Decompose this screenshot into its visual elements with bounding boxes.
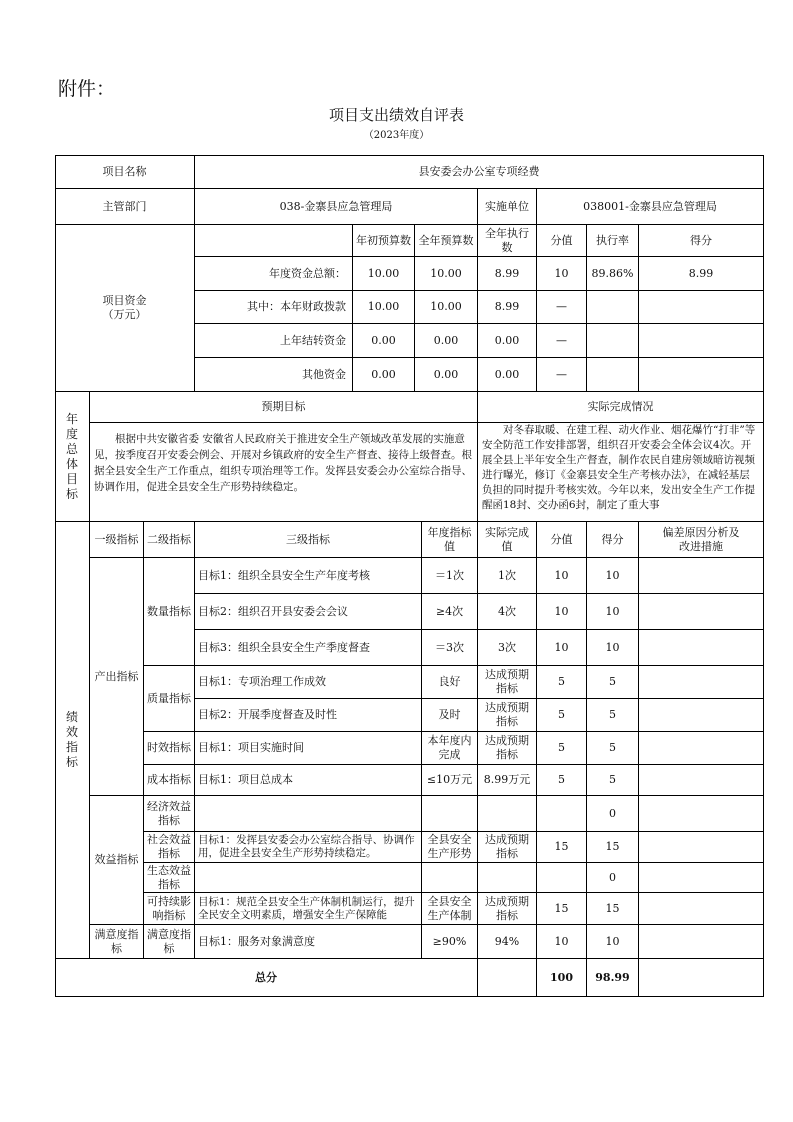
indicator-header-level2: 二级指标 bbox=[144, 522, 195, 558]
indicator-score: 10 bbox=[587, 630, 639, 666]
total-score: 98.99 bbox=[587, 959, 639, 997]
indicator-target: 全县安全生产形势 bbox=[422, 832, 478, 863]
indicator-actual: 3次 bbox=[478, 630, 537, 666]
indicator-score-value bbox=[537, 863, 587, 893]
total-label: 总分 bbox=[55, 959, 478, 997]
indicator-level3: 目标3：组织全县安全生产季度督查 bbox=[195, 630, 422, 666]
impl-label: 实施单位 bbox=[478, 189, 537, 225]
indicator-score: 0 bbox=[587, 796, 639, 832]
funds-cell: 10.00 bbox=[353, 291, 415, 324]
indicator-score-value: 10 bbox=[537, 630, 587, 666]
funds-header-rate: 执行率 bbox=[587, 225, 639, 257]
actual-completion-text: 对冬春取暖、在建工程、动火作业、烟花爆竹“打非”等安全防范工作安排部署，组织召开安委会全体会议4次。开展全县上半年安全生产督查，制作农民自建房领域暗访视频进行曝光，修订《金寨县安全生产考核办法》，在减轻基层负担的同时提升考核实效。今年以来，发出安全生产工作提醒函18封、交办函6封，制定了重大事 bbox=[478, 423, 764, 522]
funds-cell: — bbox=[537, 358, 587, 392]
indicator-actual: 达成预期指标 bbox=[478, 699, 537, 732]
funds-row-label: 上年结转资金 bbox=[195, 324, 353, 358]
indicator-header-level3: 三级指标 bbox=[195, 522, 422, 558]
indicator-note bbox=[639, 732, 764, 765]
indicator-note bbox=[639, 832, 764, 863]
indicator-score: 10 bbox=[587, 594, 639, 630]
funds-cell: 0.00 bbox=[415, 324, 478, 358]
indicator-actual bbox=[478, 796, 537, 832]
indicator-header-actual: 实际完成值 bbox=[478, 522, 537, 558]
indicator-level3: 目标1：专项治理工作成效 bbox=[195, 666, 422, 699]
funds-header-score: 得分 bbox=[639, 225, 764, 257]
indicator-score: 5 bbox=[587, 732, 639, 765]
funds-cell bbox=[639, 324, 764, 358]
expected-goal-header: 预期目标 bbox=[90, 392, 478, 423]
funds-cell bbox=[587, 324, 639, 358]
funds-cell: 10.00 bbox=[353, 257, 415, 291]
indicator-target: ≥4次 bbox=[422, 594, 478, 630]
level1-output: 产出指标 bbox=[90, 558, 144, 796]
funds-header-annual: 全年预算数 bbox=[415, 225, 478, 257]
project-name-value: 县安委会办公室专项经费 bbox=[195, 155, 764, 189]
funds-cell bbox=[639, 291, 764, 324]
indicator-level3 bbox=[195, 863, 422, 893]
funds-cell: 8.99 bbox=[478, 257, 537, 291]
funds-cell: — bbox=[537, 291, 587, 324]
indicator-note bbox=[639, 666, 764, 699]
indicator-note bbox=[639, 594, 764, 630]
indicator-actual: 达成预期指标 bbox=[478, 832, 537, 863]
indicator-note bbox=[639, 558, 764, 594]
indicator-note bbox=[639, 925, 764, 959]
attachment-label: 附件： bbox=[58, 78, 116, 100]
indicator-score: 10 bbox=[587, 558, 639, 594]
project-name-label: 项目名称 bbox=[55, 155, 195, 189]
indicator-actual: 94% bbox=[478, 925, 537, 959]
performance-table bbox=[55, 155, 764, 997]
goals-label: 年度总体目标 bbox=[55, 392, 90, 522]
indicator-level3: 目标1：规范全县安全生产体制机制运行，提升全民安全文明素质，增强安全生产保障能 bbox=[195, 893, 422, 925]
indicator-target: 及时 bbox=[422, 699, 478, 732]
indicator-actual: 1次 bbox=[478, 558, 537, 594]
indicator-actual bbox=[478, 863, 537, 893]
level2-ecological: 生态效益指标 bbox=[144, 863, 195, 893]
indicator-note bbox=[639, 796, 764, 832]
funds-cell: 0.00 bbox=[353, 358, 415, 392]
indicator-actual: 达成预期指标 bbox=[478, 666, 537, 699]
level1-satisfaction: 满意度指标 bbox=[90, 925, 144, 959]
indicator-actual: 达成预期指标 bbox=[478, 732, 537, 765]
indicator-score-value bbox=[537, 796, 587, 832]
indicator-note bbox=[639, 630, 764, 666]
funds-cell bbox=[639, 358, 764, 392]
indicator-score: 5 bbox=[587, 765, 639, 796]
funds-cell: 8.99 bbox=[478, 291, 537, 324]
indicator-target: 本年度内完成 bbox=[422, 732, 478, 765]
indicator-score: 5 bbox=[587, 666, 639, 699]
funds-cell: 0.00 bbox=[353, 324, 415, 358]
funds-header-executed: 全年执行数 bbox=[478, 225, 537, 257]
indicator-level3: 目标2：组织召开县安委会会议 bbox=[195, 594, 422, 630]
indicator-score: 15 bbox=[587, 832, 639, 863]
indicator-actual: 8.99万元 bbox=[478, 765, 537, 796]
level2-timeliness: 时效指标 bbox=[144, 732, 195, 765]
indicator-actual: 4次 bbox=[478, 594, 537, 630]
level1-benefit: 效益指标 bbox=[90, 796, 144, 925]
indicator-note bbox=[639, 699, 764, 732]
indicator-header-score-value: 分值 bbox=[537, 522, 587, 558]
indicator-level3: 目标1：项目总成本 bbox=[195, 765, 422, 796]
indicator-header-target: 年度指标值 bbox=[422, 522, 478, 558]
page-subtitle: （2023年度） bbox=[363, 130, 430, 141]
funds-row-label: 其中：本年财政拨款 bbox=[195, 291, 353, 324]
page-title: 项目支出绩效自评表 bbox=[328, 106, 464, 124]
indicator-score-value: 15 bbox=[537, 893, 587, 925]
indicator-score-value: 5 bbox=[537, 732, 587, 765]
funds-cell: 0.00 bbox=[478, 324, 537, 358]
indicator-score-value: 10 bbox=[537, 925, 587, 959]
indicators-label: 绩效指标 bbox=[55, 522, 90, 959]
level2-social: 社会效益指标 bbox=[144, 832, 195, 863]
indicator-score-value: 10 bbox=[537, 594, 587, 630]
indicator-score-value: 15 bbox=[537, 832, 587, 863]
indicator-score-value: 10 bbox=[537, 558, 587, 594]
indicator-level3: 目标1：项目实施时间 bbox=[195, 732, 422, 765]
indicator-level3: 目标1：服务对象满意度 bbox=[195, 925, 422, 959]
funds-cell: 10.00 bbox=[415, 257, 478, 291]
total-note bbox=[639, 959, 764, 997]
funds-row-label: 年度资金总额： bbox=[195, 257, 353, 291]
funds-cell: 0.00 bbox=[415, 358, 478, 392]
indicator-level3: 目标1：发挥县安委会办公室综合指导、协调作用，促进全县安全生产形势持续稳定。 bbox=[195, 832, 422, 863]
funds-label: 项目资金（万元） bbox=[55, 225, 195, 392]
indicator-score: 5 bbox=[587, 699, 639, 732]
funds-header-blank bbox=[195, 225, 353, 257]
funds-cell: 89.86% bbox=[587, 257, 639, 291]
total-score-value: 100 bbox=[537, 959, 587, 997]
funds-row-label: 其他资金 bbox=[195, 358, 353, 392]
indicator-note bbox=[639, 765, 764, 796]
indicator-target: 全县安全生产体制 bbox=[422, 893, 478, 925]
actual-completion-header: 实际完成情况 bbox=[478, 392, 764, 423]
indicator-target bbox=[422, 796, 478, 832]
dept-label: 主管部门 bbox=[55, 189, 195, 225]
indicator-target: ＝1次 bbox=[422, 558, 478, 594]
indicator-note bbox=[639, 893, 764, 925]
indicator-score-value: 5 bbox=[537, 666, 587, 699]
indicator-actual: 达成预期指标 bbox=[478, 893, 537, 925]
funds-cell: 10.00 bbox=[415, 291, 478, 324]
level2-sustainable: 可持续影响指标 bbox=[144, 893, 195, 925]
funds-cell: — bbox=[537, 324, 587, 358]
total-blank bbox=[478, 959, 537, 997]
funds-cell bbox=[587, 358, 639, 392]
indicator-score-value: 5 bbox=[537, 765, 587, 796]
level2-quality: 质量指标 bbox=[144, 666, 195, 732]
indicator-score: 10 bbox=[587, 925, 639, 959]
funds-cell: 10 bbox=[537, 257, 587, 291]
indicator-target: ≥90% bbox=[422, 925, 478, 959]
expected-goal-text: 根据中共安徽省委 安徽省人民政府关于推进安全生产领域改革发展的实施意见，按季度召开安委会例会、开展对乡镇政府的安全生产督查、接待上级督查。根据全县安全生产工作重点，组织专项治理等工作。发挥县安委会办公室综合指导、协调作用，促进全县安全生产形势持续稳定。 bbox=[90, 423, 478, 522]
indicator-score: 0 bbox=[587, 863, 639, 893]
level2-satisfaction: 满意度指标 bbox=[144, 925, 195, 959]
funds-header-score-value: 分值 bbox=[537, 225, 587, 257]
indicator-header-level1: 一级指标 bbox=[90, 522, 144, 558]
funds-cell: 0.00 bbox=[478, 358, 537, 392]
indicator-score-value: 5 bbox=[537, 699, 587, 732]
funds-header-initial: 年初预算数 bbox=[353, 225, 415, 257]
funds-cell: 8.99 bbox=[639, 257, 764, 291]
level2-cost: 成本指标 bbox=[144, 765, 195, 796]
dept-value: 038-金寨县应急管理局 bbox=[195, 189, 478, 225]
indicator-level3: 目标2：开展季度督查及时性 bbox=[195, 699, 422, 732]
level2-economic: 经济效益指标 bbox=[144, 796, 195, 832]
funds-cell bbox=[587, 291, 639, 324]
indicator-target: 良好 bbox=[422, 666, 478, 699]
indicator-score: 15 bbox=[587, 893, 639, 925]
impl-value: 038001-金寨县应急管理局 bbox=[537, 189, 764, 225]
level2-quantity: 数量指标 bbox=[144, 558, 195, 666]
indicator-header-score: 得分 bbox=[587, 522, 639, 558]
indicator-header-deviation: 偏差原因分析及改进措施 bbox=[639, 522, 764, 558]
indicator-target bbox=[422, 863, 478, 893]
indicator-target: ≤10万元 bbox=[422, 765, 478, 796]
indicator-note bbox=[639, 863, 764, 893]
indicator-level3 bbox=[195, 796, 422, 832]
indicator-target: ＝3次 bbox=[422, 630, 478, 666]
indicator-level3: 目标1：组织全县安全生产年度考核 bbox=[195, 558, 422, 594]
